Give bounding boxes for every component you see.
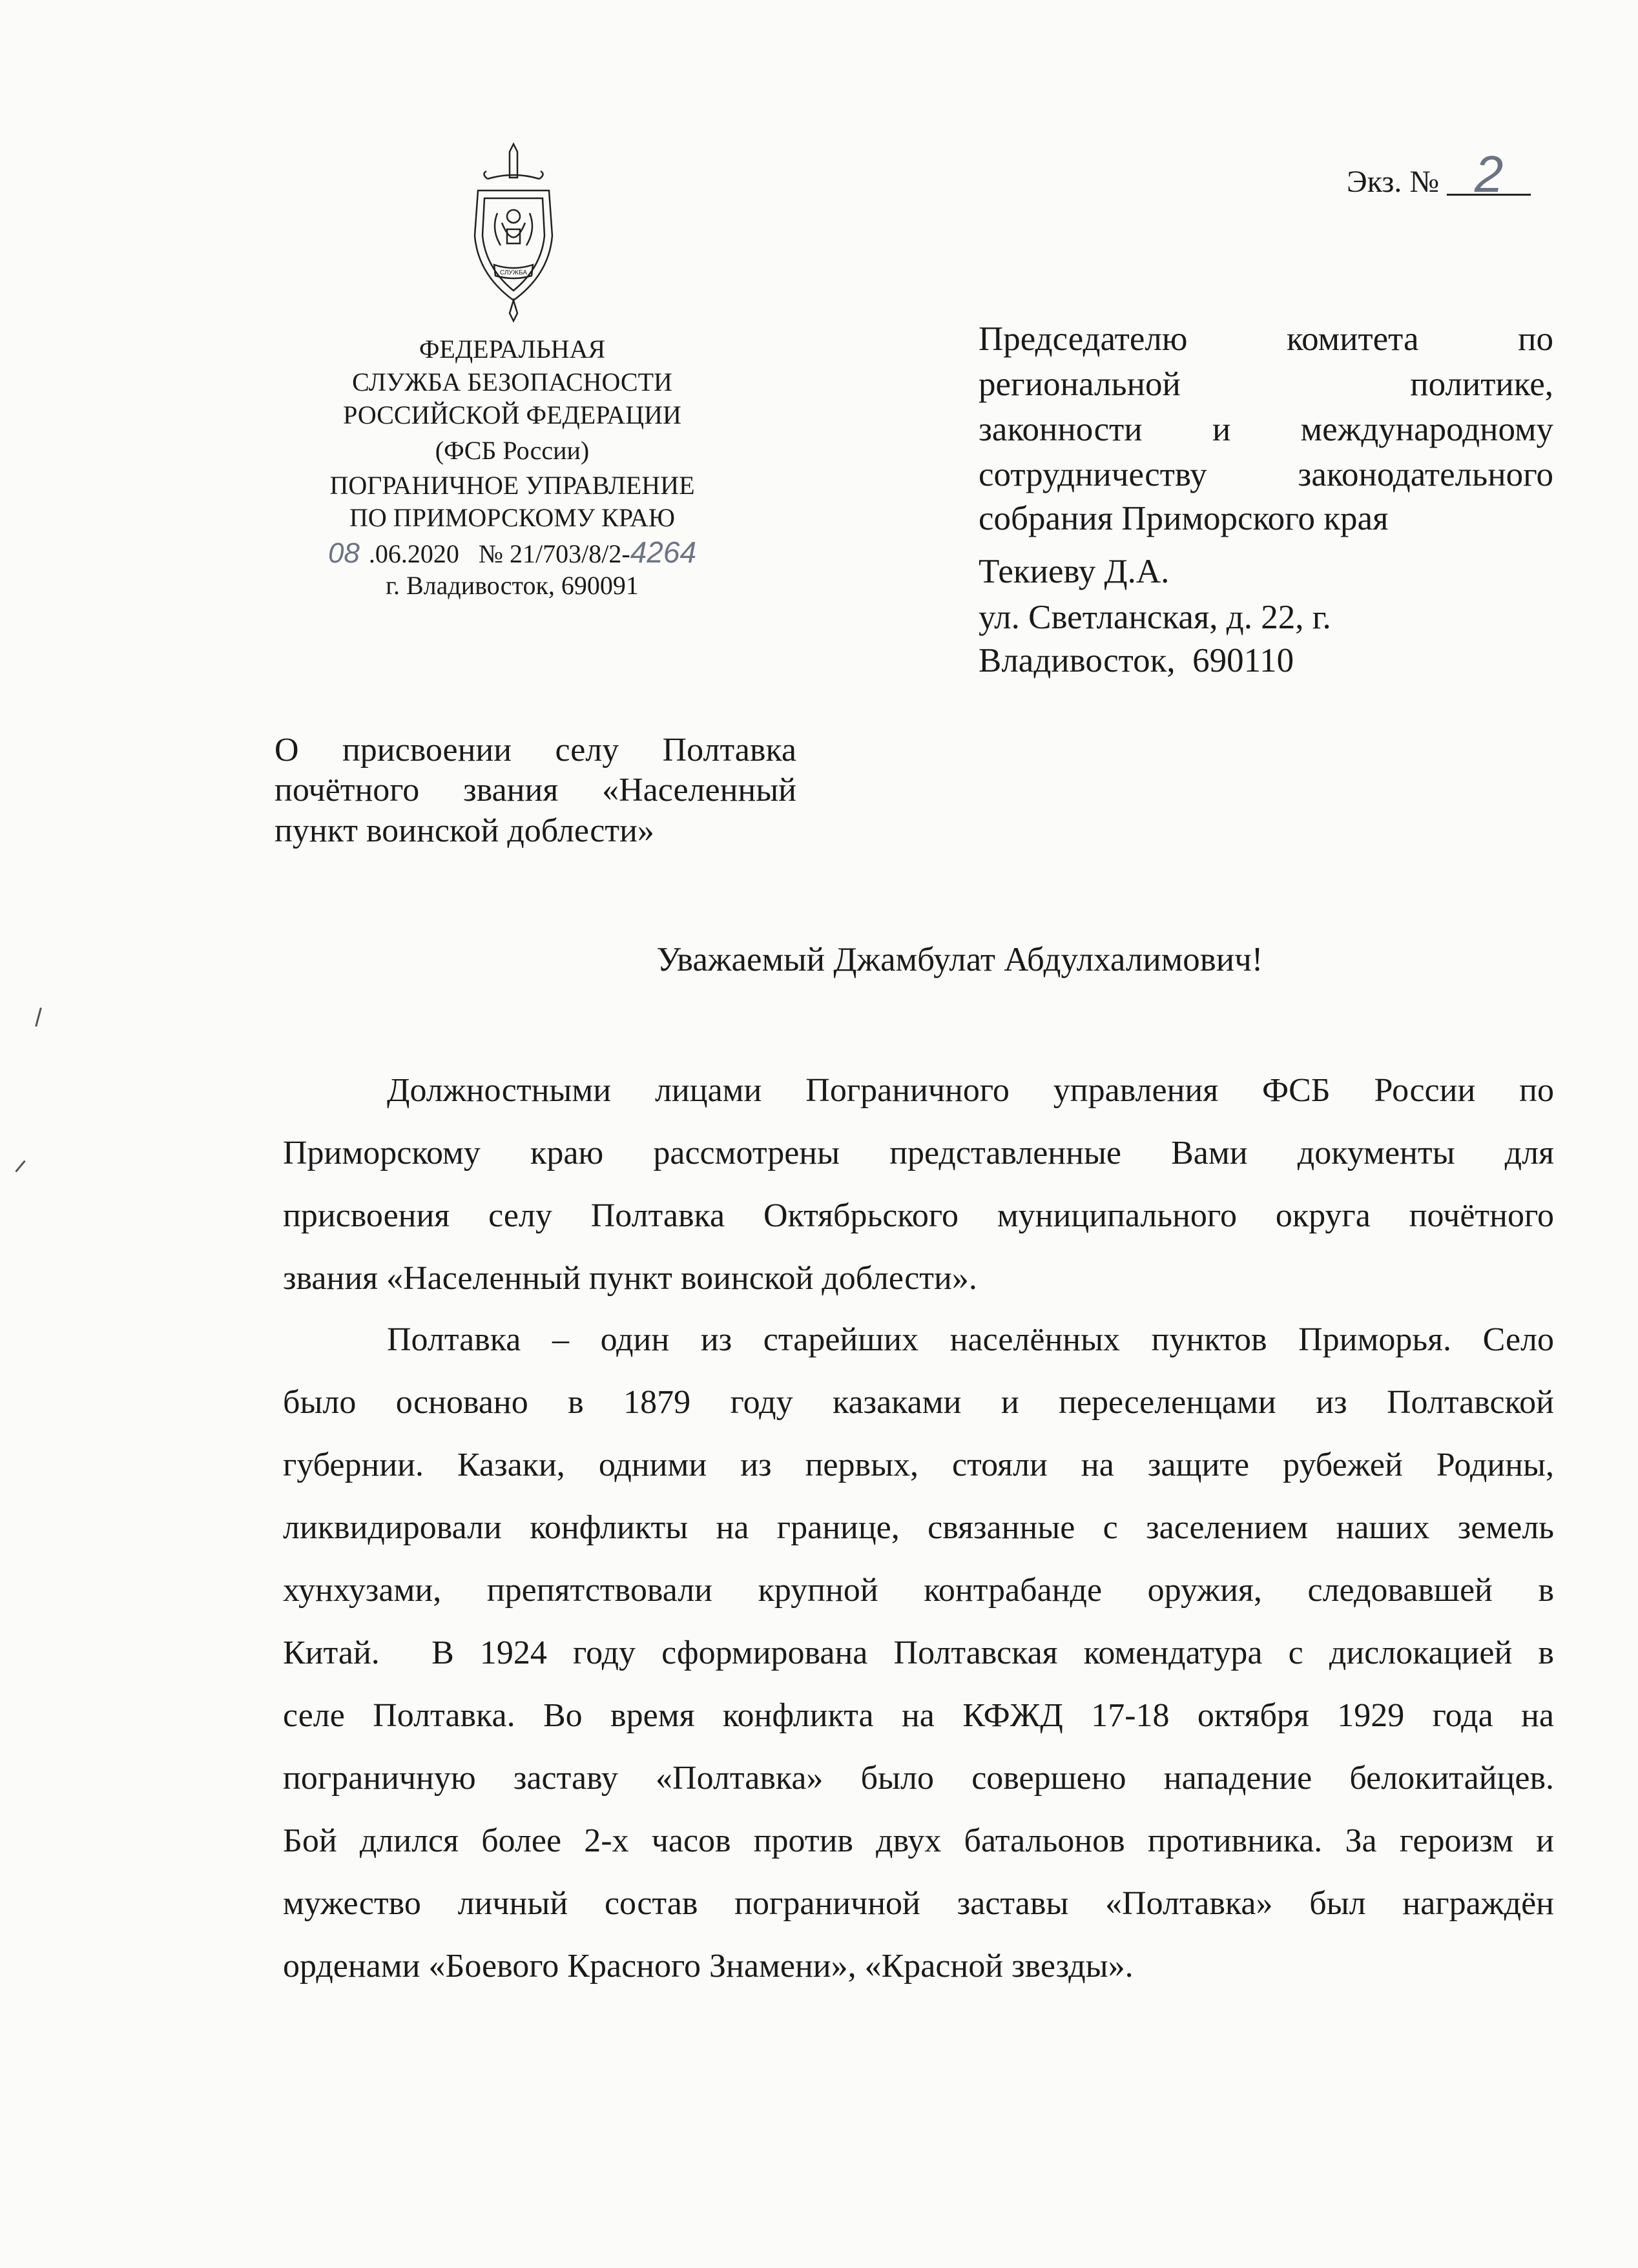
body-line: губернии. Казаки, одними из первых, стояли на защите рубежей Родины,: [283, 1447, 1554, 1483]
body-line: селе Полтавка. Во время конфликта на КФЖД 17-18 октября 1929 года на: [283, 1697, 1554, 1734]
addressee-name: Текиеву Д.А.: [979, 553, 1170, 590]
sender-line-2: СЛУЖБА БЕЗОПАСНОСТИ: [352, 367, 672, 397]
svg-text:СЛУЖБА: СЛУЖБА: [499, 269, 528, 276]
body-line: звания «Населенный пункт воинской доблести».: [283, 1260, 977, 1297]
addressee-address-1: ул. Светланская, д. 22, г.: [979, 599, 1331, 636]
copy-number-value: 2: [1447, 155, 1531, 196]
greeting: Уважаемый Джамбулат Абдулхалимович!: [656, 941, 1263, 978]
body-line: присвоения селу Полтавка Октябрьского муниципального округа почётного: [283, 1197, 1554, 1234]
body-line: Бой длился более 2-х часов против двух батальонов противника. За героизм и: [283, 1822, 1554, 1859]
fsb-emblem: [462, 139, 565, 323]
copy-number-label: Экз. №: [1347, 165, 1440, 199]
body-line: мужество личный состав пограничной заставы «Полтавка» был награждён: [283, 1885, 1554, 1922]
sender-date-number: [254, 536, 771, 570]
body-line: пограничную заставу «Полтавка» было совершено нападение белокитайцев.: [283, 1760, 1554, 1797]
subject-line-1: О присвоении селу Полтавка: [275, 732, 796, 768]
body-line: ликвидировали конфликты на границе, связанные с заселением наших земель: [283, 1509, 1554, 1546]
body-line: было основано в 1879 году казаками и переселенцами из Полтавской: [283, 1384, 1554, 1421]
body-line: хунхузами, препятствовали крупной контрабанде оружия, следовавшей в: [283, 1572, 1554, 1609]
sender-line-3: РОССИЙСКОЙ ФЕДЕРАЦИИ: [343, 400, 681, 429]
sender-line-1: ФЕДЕРАЛЬНАЯ: [419, 335, 606, 364]
addressee-line-4: сотрудничеству законодательного: [979, 456, 1553, 493]
sender-line-4: (ФСБ России): [435, 436, 590, 465]
sender-line-6: ПО ПРИМОРСКОМУ КРАЮ: [349, 503, 675, 532]
addressee-line-3: законности и международному: [979, 411, 1553, 448]
addressee-address-2: Владивосток, 690110: [979, 642, 1294, 679]
sender-city: г. Владивосток, 690091: [386, 571, 639, 600]
addressee-line-1: Председателю комитета по: [979, 320, 1553, 358]
body-line: Приморскому краю рассмотрены представленные Вами документы для: [283, 1135, 1554, 1171]
body-line: орденами «Боевого Красного Знамени», «Красной звезды».: [283, 1948, 1134, 1984]
date-and-number: .06.2020 № 21/703/8/2-: [368, 539, 630, 568]
body-line: Полтавка – один из старейших населённых пунктов Приморья. Село: [387, 1321, 1554, 1358]
subject-line-2: почётного звания «Населенный: [275, 772, 796, 809]
copy-number: [1347, 145, 1531, 203]
date-day-handwritten: 08: [327, 537, 360, 569]
addressee-line-5: собрания Приморского края: [979, 500, 1389, 537]
number-handwritten: 4264: [630, 535, 697, 569]
scan-mark: [15, 1160, 25, 1173]
body-line: Должностными лицами Пограничного управления ФСБ России по: [387, 1072, 1554, 1109]
body-line: Китай. В 1924 году сформирована Полтавская комендатура с дислокацией в: [283, 1634, 1554, 1671]
subject-line-3: пункт воинской доблести»: [275, 812, 654, 849]
sender-line-5: ПОГРАНИЧНОЕ УПРАВЛЕНИЕ: [329, 471, 695, 500]
addressee-line-2: региональной политике,: [979, 366, 1553, 403]
scan-mark: [35, 1007, 42, 1027]
